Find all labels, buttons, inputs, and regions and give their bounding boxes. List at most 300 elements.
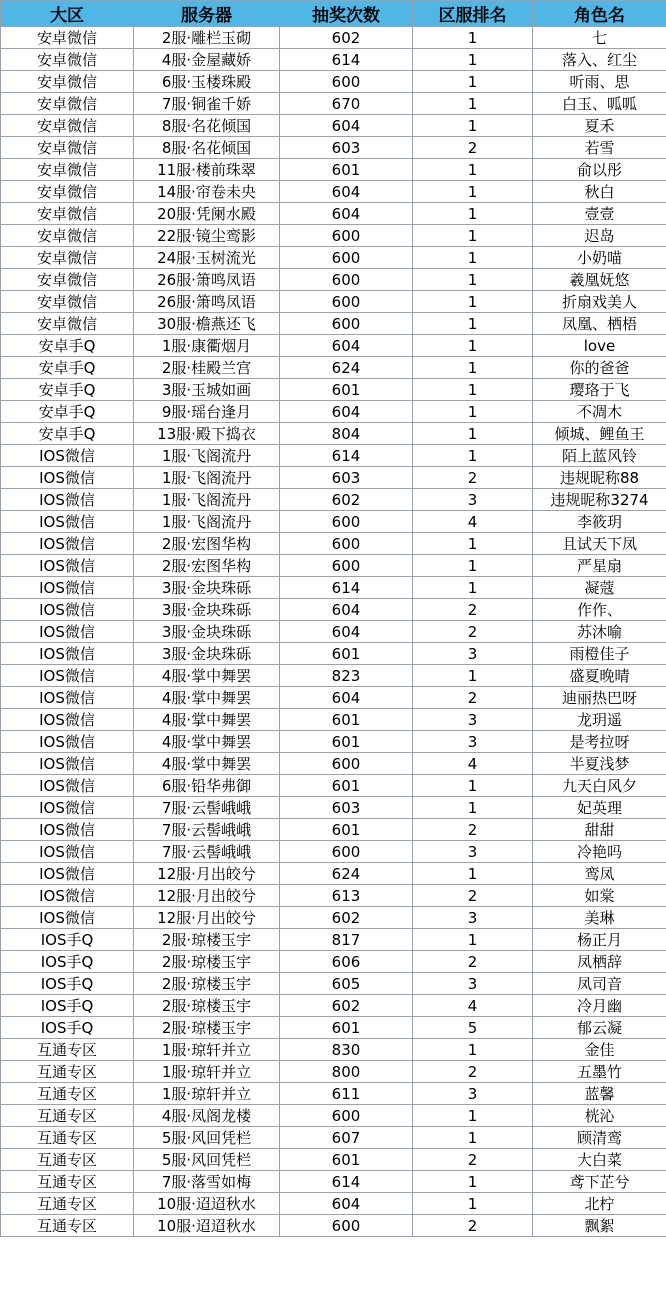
table-row: [1, 533, 666, 555]
draw-count-cell: 604: [280, 203, 413, 225]
server-cell: 6服·铅华弗御: [134, 775, 280, 797]
region-cell: 安卓手Q: [1, 357, 134, 379]
draw-count-cell: 600: [280, 555, 413, 577]
server-rank-cell: 3: [413, 489, 533, 511]
server-cell: 26服·箫鸣凤语: [134, 269, 280, 291]
character-name-cell: 夏禾: [533, 115, 666, 137]
column-header-draw-count: 抽奖次数: [280, 1, 413, 27]
draw-count-cell: 604: [280, 599, 413, 621]
draw-count-cell: 601: [280, 1149, 413, 1171]
region-cell: 安卓微信: [1, 49, 134, 71]
draw-count-cell: 604: [280, 401, 413, 423]
region-cell: 安卓手Q: [1, 379, 134, 401]
region-cell: 互通专区: [1, 1127, 134, 1149]
table-row: [1, 1193, 666, 1215]
server-cell: 1服·飞阁流丹: [134, 489, 280, 511]
table-row: [1, 357, 666, 379]
region-cell: 互通专区: [1, 1215, 134, 1237]
table-row: [1, 1149, 666, 1171]
character-name-cell: 冷月幽: [533, 995, 666, 1017]
region-cell: IOS手Q: [1, 973, 134, 995]
server-rank-cell: 3: [413, 907, 533, 929]
table-row: [1, 1215, 666, 1237]
region-cell: 互通专区: [1, 1061, 134, 1083]
draw-count-cell: 600: [280, 511, 413, 533]
column-header-character-name: 角色名: [533, 1, 666, 27]
server-cell: 4服·掌中舞罢: [134, 687, 280, 709]
server-cell: 2服·琼楼玉宇: [134, 951, 280, 973]
table-row: [1, 555, 666, 577]
server-rank-cell: 1: [413, 445, 533, 467]
region-cell: 安卓微信: [1, 115, 134, 137]
character-name-cell: 作作、: [533, 599, 666, 621]
region-cell: IOS微信: [1, 841, 134, 863]
character-name-cell: 金佳: [533, 1039, 666, 1061]
server-rank-cell: 3: [413, 709, 533, 731]
character-name-cell: 严星扇: [533, 555, 666, 577]
region-cell: 安卓微信: [1, 269, 134, 291]
server-cell: 8服·名花倾国: [134, 115, 280, 137]
character-name-cell: 羲凰妩悠: [533, 269, 666, 291]
table-row: [1, 1105, 666, 1127]
character-name-cell: 小奶喵: [533, 247, 666, 269]
table-row: [1, 181, 666, 203]
table-row: [1, 291, 666, 313]
server-cell: 12服·月出皎兮: [134, 885, 280, 907]
server-cell: 7服·云髻峨峨: [134, 819, 280, 841]
server-rank-cell: 1: [413, 577, 533, 599]
server-rank-cell: 1: [413, 1105, 533, 1127]
region-cell: IOS微信: [1, 511, 134, 533]
table-row: [1, 1039, 666, 1061]
draw-count-cell: 604: [280, 181, 413, 203]
character-name-cell: 五墨竹: [533, 1061, 666, 1083]
server-cell: 1服·琼轩并立: [134, 1083, 280, 1105]
server-cell: 7服·云髻峨峨: [134, 797, 280, 819]
server-cell: 1服·康衢烟月: [134, 335, 280, 357]
region-cell: 安卓微信: [1, 181, 134, 203]
region-cell: 互通专区: [1, 1149, 134, 1171]
region-cell: IOS微信: [1, 797, 134, 819]
server-cell: 7服·铜雀千娇: [134, 93, 280, 115]
draw-count-cell: 614: [280, 445, 413, 467]
table-row: [1, 71, 666, 93]
server-rank-cell: 4: [413, 511, 533, 533]
server-cell: 7服·云髻峨峨: [134, 841, 280, 863]
draw-count-cell: 600: [280, 291, 413, 313]
server-rank-cell: 1: [413, 247, 533, 269]
column-header-server-rank: 区服排名: [413, 1, 533, 27]
server-cell: 4服·掌中舞罢: [134, 731, 280, 753]
region-cell: 互通专区: [1, 1105, 134, 1127]
server-rank-cell: 2: [413, 1215, 533, 1237]
server-cell: 4服·金屋藏娇: [134, 49, 280, 71]
character-name-cell: 冷艳吗: [533, 841, 666, 863]
character-name-cell: 妃英理: [533, 797, 666, 819]
region-cell: IOS微信: [1, 709, 134, 731]
draw-count-cell: 600: [280, 1215, 413, 1237]
server-rank-cell: 1: [413, 159, 533, 181]
server-rank-cell: 1: [413, 665, 533, 687]
region-cell: IOS微信: [1, 467, 134, 489]
server-cell: 24服·玉树流光: [134, 247, 280, 269]
draw-count-cell: 600: [280, 313, 413, 335]
draw-count-cell: 670: [280, 93, 413, 115]
draw-count-cell: 613: [280, 885, 413, 907]
server-rank-cell: 1: [413, 533, 533, 555]
region-cell: IOS微信: [1, 643, 134, 665]
server-cell: 6服·玉楼珠殿: [134, 71, 280, 93]
server-rank-cell: 2: [413, 951, 533, 973]
region-cell: 安卓微信: [1, 291, 134, 313]
server-cell: 2服·桂殿兰宫: [134, 357, 280, 379]
server-cell: 5服·风回凭栏: [134, 1127, 280, 1149]
region-cell: IOS微信: [1, 577, 134, 599]
region-cell: IOS微信: [1, 533, 134, 555]
column-header-region: 大区: [1, 1, 134, 27]
draw-count-cell: 830: [280, 1039, 413, 1061]
region-cell: 安卓手Q: [1, 423, 134, 445]
server-cell: 10服·迢迢秋水: [134, 1215, 280, 1237]
server-rank-cell: 1: [413, 291, 533, 313]
draw-count-cell: 601: [280, 643, 413, 665]
draw-count-cell: 614: [280, 577, 413, 599]
table-row: [1, 577, 666, 599]
draw-count-cell: 823: [280, 665, 413, 687]
table-row: [1, 819, 666, 841]
region-cell: 互通专区: [1, 1193, 134, 1215]
server-cell: 3服·玉城如画: [134, 379, 280, 401]
table-row: [1, 885, 666, 907]
draw-count-cell: 601: [280, 379, 413, 401]
draw-count-cell: 800: [280, 1061, 413, 1083]
table-row: [1, 687, 666, 709]
table-row: [1, 1061, 666, 1083]
character-name-cell: 凤栖辞: [533, 951, 666, 973]
draw-count-cell: 600: [280, 247, 413, 269]
draw-count-cell: 614: [280, 1171, 413, 1193]
draw-count-cell: 601: [280, 709, 413, 731]
server-rank-cell: 3: [413, 731, 533, 753]
table-row: [1, 973, 666, 995]
region-cell: IOS手Q: [1, 995, 134, 1017]
character-name-cell: 雨橙佳子: [533, 643, 666, 665]
server-rank-cell: 1: [413, 797, 533, 819]
table-row: [1, 709, 666, 731]
character-name-cell: 桄沁: [533, 1105, 666, 1127]
server-cell: 13服·殿下捣衣: [134, 423, 280, 445]
server-rank-cell: 2: [413, 1061, 533, 1083]
server-cell: 7服·落雪如梅: [134, 1171, 280, 1193]
draw-count-cell: 600: [280, 225, 413, 247]
character-name-cell: 郁云凝: [533, 1017, 666, 1039]
character-name-cell: 你的爸爸: [533, 357, 666, 379]
region-cell: 安卓微信: [1, 159, 134, 181]
region-cell: 安卓微信: [1, 203, 134, 225]
character-name-cell: 盛夏晚晴: [533, 665, 666, 687]
table-row: [1, 401, 666, 423]
region-cell: IOS微信: [1, 445, 134, 467]
draw-count-cell: 817: [280, 929, 413, 951]
character-name-cell: 如棠: [533, 885, 666, 907]
column-header-server: 服务器: [134, 1, 280, 27]
draw-count-cell: 602: [280, 27, 413, 49]
server-rank-cell: 1: [413, 1193, 533, 1215]
server-rank-cell: 3: [413, 973, 533, 995]
server-cell: 2服·宏图华构: [134, 533, 280, 555]
character-name-cell: 折扇戏美人: [533, 291, 666, 313]
draw-count-cell: 602: [280, 995, 413, 1017]
character-name-cell: 大白菜: [533, 1149, 666, 1171]
region-cell: 安卓微信: [1, 27, 134, 49]
server-rank-cell: 3: [413, 643, 533, 665]
table-row: [1, 93, 666, 115]
draw-count-cell: 603: [280, 467, 413, 489]
table-row: [1, 1017, 666, 1039]
server-cell: 4服·凤阁龙楼: [134, 1105, 280, 1127]
draw-count-cell: 604: [280, 1193, 413, 1215]
character-name-cell: 迟岛: [533, 225, 666, 247]
server-rank-cell: 2: [413, 137, 533, 159]
server-rank-cell: 1: [413, 27, 533, 49]
server-cell: 2服·雕栏玉砌: [134, 27, 280, 49]
server-rank-cell: 1: [413, 555, 533, 577]
region-cell: IOS微信: [1, 665, 134, 687]
region-cell: 互通专区: [1, 1039, 134, 1061]
server-rank-cell: 1: [413, 313, 533, 335]
draw-count-cell: 604: [280, 115, 413, 137]
region-cell: IOS微信: [1, 775, 134, 797]
region-cell: 安卓微信: [1, 313, 134, 335]
table-header: [1, 1, 666, 27]
server-cell: 1服·琼轩并立: [134, 1061, 280, 1083]
draw-count-cell: 602: [280, 907, 413, 929]
draw-count-cell: 614: [280, 49, 413, 71]
server-rank-cell: 1: [413, 203, 533, 225]
server-rank-cell: 1: [413, 929, 533, 951]
character-name-cell: 凤凰、栖梧: [533, 313, 666, 335]
character-name-cell: 是考拉呀: [533, 731, 666, 753]
server-cell: 3服·金块珠砾: [134, 577, 280, 599]
character-name-cell: 凤司音: [533, 973, 666, 995]
server-rank-cell: 1: [413, 93, 533, 115]
table-row: [1, 335, 666, 357]
draw-count-cell: 601: [280, 159, 413, 181]
table-row: [1, 621, 666, 643]
server-rank-cell: 1: [413, 71, 533, 93]
region-cell: 安卓微信: [1, 93, 134, 115]
draw-count-cell: 601: [280, 819, 413, 841]
server-cell: 14服·帘卷未央: [134, 181, 280, 203]
draw-count-cell: 600: [280, 753, 413, 775]
character-name-cell: 陌上蓝风铃: [533, 445, 666, 467]
server-rank-cell: 4: [413, 753, 533, 775]
server-rank-cell: 4: [413, 995, 533, 1017]
draw-count-cell: 606: [280, 951, 413, 973]
table-row: [1, 159, 666, 181]
character-name-cell: 九天白风夕: [533, 775, 666, 797]
character-name-cell: 龙玥遥: [533, 709, 666, 731]
draw-count-cell: 607: [280, 1127, 413, 1149]
table-row: [1, 775, 666, 797]
server-rank-cell: 2: [413, 687, 533, 709]
character-name-cell: 鸢下芷兮: [533, 1171, 666, 1193]
region-cell: IOS微信: [1, 621, 134, 643]
server-rank-cell: 1: [413, 863, 533, 885]
server-rank-cell: 1: [413, 1171, 533, 1193]
draw-count-cell: 602: [280, 489, 413, 511]
character-name-cell: 听雨、思: [533, 71, 666, 93]
draw-count-cell: 600: [280, 841, 413, 863]
server-rank-cell: 1: [413, 181, 533, 203]
table-row: [1, 225, 666, 247]
table-row: [1, 907, 666, 929]
region-cell: 安卓微信: [1, 137, 134, 159]
region-cell: 安卓手Q: [1, 335, 134, 357]
server-rank-cell: 2: [413, 819, 533, 841]
region-cell: IOS微信: [1, 489, 134, 511]
server-rank-cell: 1: [413, 269, 533, 291]
header-row: [1, 1, 666, 27]
character-name-cell: 落入、红尘: [533, 49, 666, 71]
character-name-cell: 甜甜: [533, 819, 666, 841]
character-name-cell: 白玉、呱呱: [533, 93, 666, 115]
server-rank-cell: 1: [413, 49, 533, 71]
table-row: [1, 929, 666, 951]
region-cell: IOS手Q: [1, 929, 134, 951]
table-row: [1, 951, 666, 973]
server-cell: 4服·掌中舞罢: [134, 753, 280, 775]
server-cell: 4服·掌中舞罢: [134, 709, 280, 731]
server-cell: 2服·琼楼玉宇: [134, 995, 280, 1017]
server-cell: 10服·迢迢秋水: [134, 1193, 280, 1215]
character-name-cell: 飘絮: [533, 1215, 666, 1237]
table-row: [1, 1127, 666, 1149]
draw-count-cell: 624: [280, 863, 413, 885]
server-rank-cell: 1: [413, 423, 533, 445]
character-name-cell: 俞以彤: [533, 159, 666, 181]
character-name-cell: 违规昵称3274: [533, 489, 666, 511]
server-cell: 2服·琼楼玉宇: [134, 973, 280, 995]
server-rank-cell: 3: [413, 1083, 533, 1105]
region-cell: 安卓微信: [1, 225, 134, 247]
server-rank-cell: 1: [413, 401, 533, 423]
server-rank-cell: 3: [413, 841, 533, 863]
table-row: [1, 467, 666, 489]
server-cell: 3服·金块珠砾: [134, 621, 280, 643]
server-cell: 8服·名花倾国: [134, 137, 280, 159]
server-cell: 12服·月出皎兮: [134, 863, 280, 885]
server-cell: 1服·飞阁流丹: [134, 511, 280, 533]
draw-count-cell: 603: [280, 797, 413, 819]
table-row: [1, 247, 666, 269]
region-cell: IOS微信: [1, 555, 134, 577]
server-rank-cell: 1: [413, 1127, 533, 1149]
draw-count-cell: 804: [280, 423, 413, 445]
region-cell: IOS微信: [1, 863, 134, 885]
server-rank-cell: 5: [413, 1017, 533, 1039]
server-rank-cell: 1: [413, 379, 533, 401]
character-name-cell: 倾城、鲤鱼王: [533, 423, 666, 445]
region-cell: 互通专区: [1, 1083, 134, 1105]
table-row: [1, 731, 666, 753]
draw-count-cell: 611: [280, 1083, 413, 1105]
draw-count-cell: 604: [280, 621, 413, 643]
draw-count-cell: 603: [280, 137, 413, 159]
table-row: [1, 1171, 666, 1193]
region-cell: IOS微信: [1, 885, 134, 907]
server-cell: 12服·月出皎兮: [134, 907, 280, 929]
draw-count-cell: 600: [280, 71, 413, 93]
draw-count-cell: 601: [280, 1017, 413, 1039]
table-row: [1, 665, 666, 687]
draw-count-cell: 600: [280, 269, 413, 291]
draw-count-cell: 600: [280, 533, 413, 555]
server-cell: 1服·飞阁流丹: [134, 445, 280, 467]
region-cell: 安卓微信: [1, 71, 134, 93]
server-cell: 2服·宏图华构: [134, 555, 280, 577]
server-rank-cell: 2: [413, 885, 533, 907]
character-name-cell: 壹壹: [533, 203, 666, 225]
region-cell: IOS微信: [1, 731, 134, 753]
region-cell: IOS微信: [1, 753, 134, 775]
region-cell: 安卓手Q: [1, 401, 134, 423]
server-cell: 1服·飞阁流丹: [134, 467, 280, 489]
table-row: [1, 995, 666, 1017]
table-body: [1, 27, 666, 1237]
server-rank-cell: 1: [413, 225, 533, 247]
draw-count-cell: 605: [280, 973, 413, 995]
server-rank-cell: 1: [413, 115, 533, 137]
table-row: [1, 379, 666, 401]
table-row: [1, 511, 666, 533]
character-name-cell: 且试天下凤: [533, 533, 666, 555]
draw-count-cell: 604: [280, 335, 413, 357]
server-cell: 22服·镜尘鸾影: [134, 225, 280, 247]
server-cell: 2服·琼楼玉宇: [134, 1017, 280, 1039]
table-row: [1, 753, 666, 775]
server-cell: 3服·金块珠砾: [134, 599, 280, 621]
server-cell: 4服·掌中舞罢: [134, 665, 280, 687]
table-row: [1, 49, 666, 71]
character-name-cell: 半夏浅梦: [533, 753, 666, 775]
server-cell: 9服·瑶台逢月: [134, 401, 280, 423]
table-row: [1, 863, 666, 885]
character-name-cell: 秋白: [533, 181, 666, 203]
draw-count-cell: 601: [280, 775, 413, 797]
server-rank-cell: 1: [413, 357, 533, 379]
server-cell: 20服·凭阑水殿: [134, 203, 280, 225]
table-row: [1, 137, 666, 159]
character-name-cell: 鸾凤: [533, 863, 666, 885]
character-name-cell: 凝蔻: [533, 577, 666, 599]
server-rank-cell: 1: [413, 335, 533, 357]
character-name-cell: 违规昵称88: [533, 467, 666, 489]
table-row: [1, 27, 666, 49]
table-row: [1, 489, 666, 511]
region-cell: IOS微信: [1, 599, 134, 621]
server-rank-cell: 2: [413, 621, 533, 643]
server-rank-cell: 2: [413, 599, 533, 621]
character-name-cell: 美琳: [533, 907, 666, 929]
region-cell: 安卓微信: [1, 247, 134, 269]
table-row: [1, 445, 666, 467]
character-name-cell: 苏沐喻: [533, 621, 666, 643]
character-name-cell: 若雪: [533, 137, 666, 159]
table-row: [1, 423, 666, 445]
region-cell: IOS手Q: [1, 951, 134, 973]
table-row: [1, 203, 666, 225]
